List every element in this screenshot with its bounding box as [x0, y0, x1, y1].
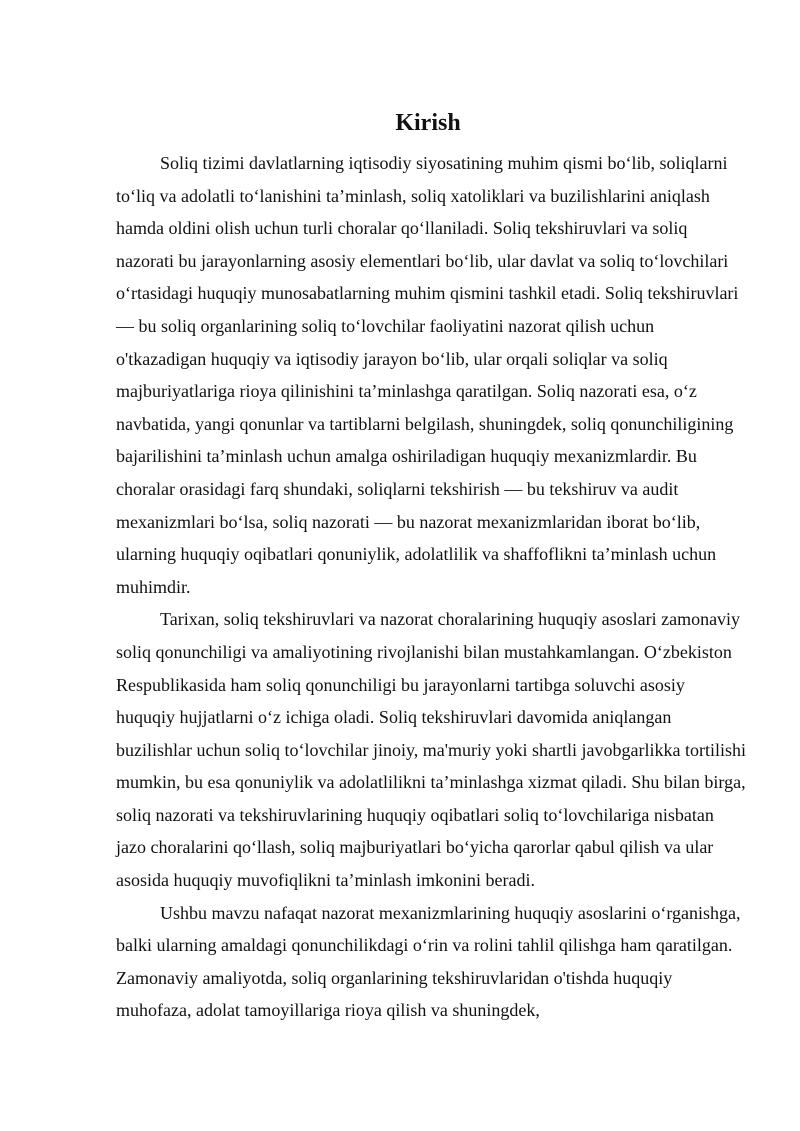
paragraph-2: Tarixan, soliq tekshiruvlari va nazorat choralarining huquqiy asoslari zamonaviy soliq qonunchiligi va amaliyotining rivojlanishi bilan mustahkamlangan. O‘zbekiston Respublikasida ham soliq qonunchiligi bu jarayonlarni tartibga soluvchi asosiy huquqiy hujjatlarni o‘z ichiga oladi. Soliq tekshiruvlari davomida aniqlangan buzilishlar uchun soliq to‘lovchilar jinoiy, ma'muriy yoki shartli javobgarlikka tortilishi mumkin, bu esa qonuniylik va adolatlilikni ta’minlashga xizmat qiladi. Shu bilan birga, soliq nazorati va tekshiruvlarining huquqiy oqibatlari soliq to‘lovchilariga nisbatan jazo choralarini qo‘llash, soliq majburiyatlari bo‘yicha qarorlar qabul qilish va ular asosida huquqiy muvofiqlikni ta’minlash imkonini beradi. [116, 609, 746, 891]
paragraph-1: Soliq tizimi davlatlarning iqtisodiy siyosatining muhim qismi bo‘lib, soliqlarni to‘liq va adolatli to‘lanishini ta’minlash, soliq xatoliklari va buzilishlarini aniqlash hamda oldini olish uchun turli choralar qo‘llaniladi. Soliq tekshiruvlari va soliq nazorati bu jarayonlarning asosiy elementlari bo‘lib, ular davlat va soliq to‘lovchilari o‘rtasidagi huquqiy munosabatlarning muhim qismini tashkil etadi. Soliq tekshiruvlari — bu soliq organlarining soliq to‘lovchilar faoliyatini nazorat qilish uchun o'tkazadigan huquqiy va iqtisodiy jarayon bo‘lib, ular orqali soliqlar va soliq majburiyatlariga rioya qilinishini ta’minlashga qaratilgan. Soliq nazorati esa, o‘z navbatida, yangi qonunlar va tartiblarni belgilash, shuningdek, soliq qonunchiligining bajarilishini ta’minlash uchun amalga oshiriladigan huquqiy mexanizmlardir. Bu choralar orasidagi farq shundaki, soliqlarni tekshirish — bu tekshiruv va audit mexanizmlari bo‘lsa, soliq nazorati — bu nazorat mexanizmlaridan iborat bo‘lib, ularning huquqiy oqibatlari qonuniylik, adolatlilik va shaffoflikni ta’minlash uchun muhimdir. [116, 153, 739, 597]
document-body [116, 147, 746, 1027]
paragraph-3: Ushbu mavzu nafaqat nazorat mexanizmlarining huquqiy asoslarini o‘rganishga, balki ularning amaldagi qonunchilikdagi o‘rin va rolini tahlil qilishga ham qaratilgan. Zamonaviy amaliyotda, soliq organlarining tekshiruvlaridan o'tishda huquqiy muhofaza, adolat tamoyillariga rioya qilish va shuningdek, [116, 902, 741, 1021]
document-title: Kirish [395, 110, 461, 136]
